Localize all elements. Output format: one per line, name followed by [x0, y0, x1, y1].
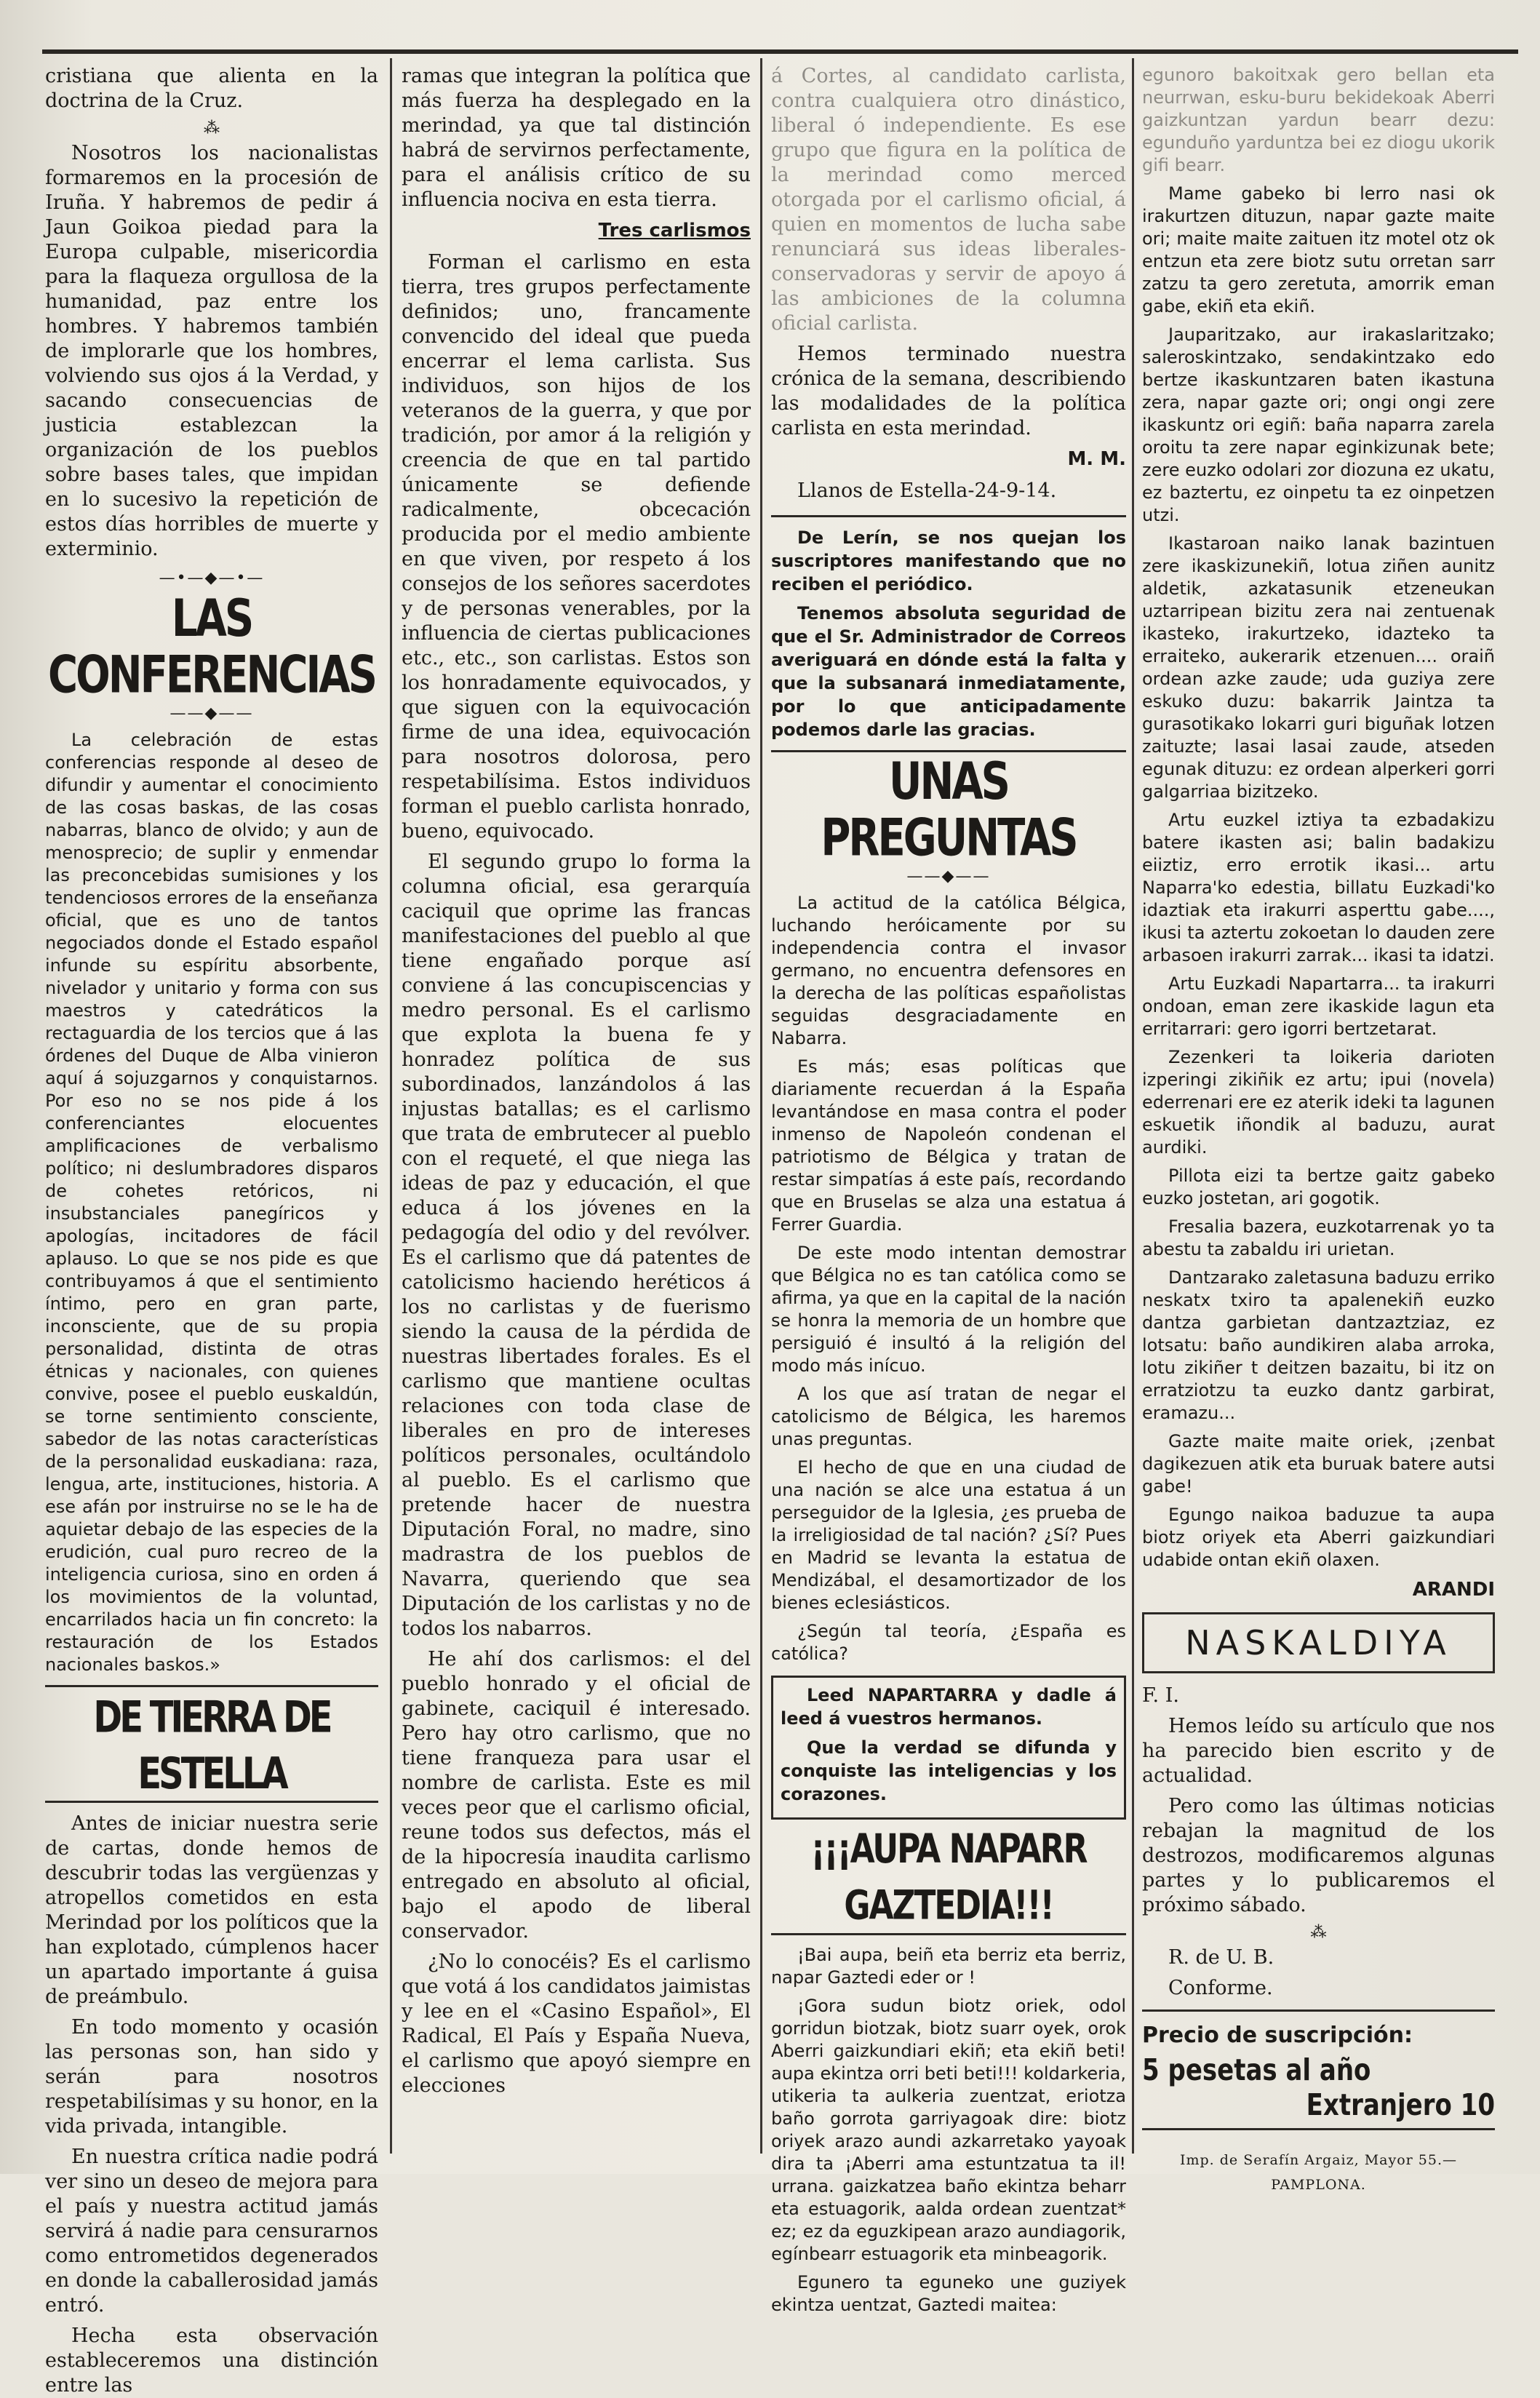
ornament-divider: —•—◆—•—	[159, 569, 265, 587]
paragraph: He ahí dos carlismos: el del pueblo honrado y el oficial de gabinete, caciquil é interesado. Pero hay otro carlismo, que no tiene franqueza para usar el nombre de carlista. Este es mil veces peor que el carlismo oficial, reune todos sus defectos, más el de la hipocresía inaudita carlismo entregado en absoluto al oficial, bajo el apodo de liberal conservador.	[402, 1648, 751, 1943]
paragraph: Nosotros los nacionalistas formaremos en la procesión de Iruña. Y habremos de pedir á Jaun Goikoa piedad para la Europa culpable, misericordia para la flaqueza orgullosa de la humanidad, paz entre los hombres. Y habremos también de implorarle que los hombres, volviendo sus ojos á la Verdad, y sacando consecuencias de justicia establezcan la organización de los pueblos sobre bases tales, que impidan en lo sucesivo la repetición de estos días horribles de muerte y exterminio.	[45, 142, 378, 560]
headline-ornament: ——◆——	[906, 867, 991, 885]
subscription-price: 5 pesetas al año	[1142, 2053, 1371, 2088]
paragraph: A los que así tratan de negar el catolicismo de Bélgica, les haremos unas preguntas.	[771, 1384, 1126, 1449]
paragraph: Hecha esta observación estableceremos una distinción entre las	[45, 2325, 378, 2397]
notice: De Lerín, se nos quejan los suscriptores manifestando que no reciben el periódico.	[771, 527, 1126, 594]
column-3	[771, 64, 1126, 2315]
paragraph: egunoro bakoitxak gero bellan eta neurrwan, esku-buru bekidekoak Aberri gaizkuntzan yardun bearr dezu: egunduño yarduntza bei ez diogu ukorik gifi bearr.	[1142, 65, 1495, 175]
column-separator	[390, 58, 392, 2154]
paragraph: Ikastaroan naiko lanak bazintuen zere ikaskizunekiñ, lotua ziñen aunitz aldetik, azkatasunik etzeneukan uztarripean bizitu zera nai zentuenak ikasteko, irakurtzeko, idazteko ta erraiteko, aukerarik etzenuen.... oraiñ ordean azke zaude; uda guziya zere eskuko duzu: bakarrik Jaintza ta gurasotikako lokarri guri biguñak lotzen zaituzte; lasai lasai zaude, atseden egunak dituzu: ez ordean alperkeri gorri galgarriaa bizitzeko.	[1142, 533, 1495, 802]
headline-las-conferencias: LAS CONFERENCIAS	[48, 589, 375, 705]
paragraph: Hemos terminado nuestra crónica de la semana, describiendo las modalidades de la política carlista en esta merindad.	[771, 343, 1126, 439]
paragraph: En nuestra crítica nadie podrá ver sino un deseo de mejora para el país y nuestra actitud jamás servirá á nadie para censurarnos como entrometidos degenerados en donde la caballerosidad jamás entró.	[45, 2146, 378, 2317]
divider	[1142, 2009, 1495, 2012]
correspondent-initials: F. I.	[1142, 1684, 1179, 1707]
paragraph: La actitud de la católica Bélgica, luchando heróicamente por su independencia contra el invasor germano, no encuentra defensores en la derecha de las políticas españolistas seguidas desgraciadamente en Nabarra.	[771, 893, 1126, 1048]
boxed-notice-naskaldiya	[1142, 1612, 1495, 1673]
paragraph: Egunero ta eguneko une guziyek ekintza uentzat, Gaztedi maitea:	[771, 2272, 1126, 2315]
paragraph: ¡Gora sudun biotz oriek, odol gorridun biotzak, biotz suarr oyek, orok Aberri gaizkundiari ekiñ; eta ekiñ beti! aupa ekintza orri beti beti!!! koldarkeria, utikeria ta aulkeria zuentzat, eriotza baño gorrota garriyagoak dire: biotz oriyek arazo aundi azkarretako yayoak dira ta ¡Aberri ama estuntzatua ta il! urrana. gaizkatzea baño ekintza beharr eta estuagorik, aalda ordean zuentzat* ez; ez da eguzkipean arazo aundiagorik, egínbearr estuagorik eta minbeagorik.	[771, 1996, 1126, 2264]
notice: Que la verdad se difunda y conquiste las inteligencias y los corazones.	[781, 1737, 1117, 1804]
paragraph: La celebración de estas conferencias responde al deseo de difundir y aumentar el conocimiento de las cosas baskas, de las cosas nabarras, blanco de olvido; y aun de menosprecio; de suplir y enmendar las preconcebidas sumisiones y los tendenciosos errores de la enseñanza oficial, que es uno de tantos negociados donde el Estado español infunde su espíritu absorbente, nivelador y unitario y forma con sus maestros y catedráticos la rectaguardia de los tercios que á las órdenes del Duque de Alba vinieron aquí á sojuzgarnos y conquistarnos. Por eso no se nos pide á los conferenciantes elocuentes amplificaciones de verbalismo político; ni deslumbradores disparos de cohetes retóricos, ni insubstanciales panegíricos y apologías, incitadores de fácil aplauso. Lo que se nos pide es que contribuyamos á que el sentimiento íntimo, pero en gran parte, inconsciente, que de su propia personalidad, distinta de otras étnicas y nacionales, con quienes convive, posee el pueblo euskaldún, se torne sentimiento consciente, sabedor de las notas características de la personalidad euskadiana: raza, lengua, arte, instituciones, historia. A ese afán por instruirse no se le ha de aquietar debajo de las especies de la erudición, cual puro recreo de la inteligencia curiosa, sino en orden á los movimientos de la voluntad, encarrilados hacia un fin concreto: la restauración de los Estados nacionales baskos.»	[45, 730, 378, 1675]
asterism: ⁂	[1310, 1924, 1327, 1942]
paragraph: De este modo intentan demostrar que Bélgica no es tan católica como se afirma, ya que en la capital de la nación se honra la memoria de un hombre que persiguió é insultó á la religión del modo más inícuo.	[771, 1243, 1126, 1376]
boxed-notice	[771, 1676, 1126, 1820]
paragraph: á Cortes, al candidato carlista, contra cualquiera otro dinástico, liberal ó independiente. Es ese grupo que figura en la política de la merindad como merced otorgada por el carlismo oficial, á quien en momentos de lucha sabe renunciará sus ideas liberales-conservadoras y servir de apoyo á las ambiciones de la columna oficial carlista.	[771, 65, 1126, 335]
dateline: Llanos de Estella-24-9-14.	[797, 479, 1057, 502]
paragraph: Artu Euzkadi Napartarra... ta irakurri ondoan, eman zere ikaskide lagun eta erritarrari: gero igorri bertzetarat.	[1142, 973, 1495, 1039]
signature: ARANDI	[1412, 1579, 1495, 1601]
paragraph: ramas que integran la política que más fuerza ha desplegado en la merindad, ya que tal distinción habrá de servirnos perfectamente, para el análisis crítico de su influencia nociva en esta tierra.	[402, 65, 751, 211]
notice: Tenemos absoluta seguridad de que el Sr. Administrador de Correos averiguará en dónde está la falta y que la subsanará inmediatamente, por lo que anticipadamente podemos darle las gracias.	[771, 603, 1126, 740]
paragraph: cristiana que alienta en la doctrina de la Cruz.	[45, 65, 378, 112]
paragraph: ¿No lo conocéis? Es el carlismo que votá á los candidatos jaimistas y lee en el «Casino Español», El Radical, El País y España Nueva, el carlismo que apoyó siempre en elecciones	[402, 1951, 751, 2097]
paragraph: Jauparitzako, aur irakaslaritzako; saleroskintzako, sendakintzako edo bertze ikaskuntzaren baten ikastuna zera, napar gazte ori; ongi ongi zere ikaskuntz ori egiñ: baña naparra zarela oroitu ta zere napar eginkizunak bete; zere euzko odolari zor diozuna ez ukatu, ez baztertu, ez oinpetu ta ez oinpetzen utzi.	[1142, 324, 1495, 525]
divider	[771, 515, 1126, 517]
headline-de-tierra-de-estella: DE TIERRA DE ESTELLA	[93, 1692, 330, 1799]
paragraph: Antes de iniciar nuestra serie de cartas, donde hemos de descubrir todas las vergüenzas y atropellos cometidos en esta Merindad por los políticos que la han explotado, cúmplenos hacer un apartado importante á guisa de preámbulo.	[45, 1812, 378, 2008]
paragraph: Forman el carlismo en esta tierra, tres grupos perfectamente definidos; uno, francamente convencido del ideal que pueda encerrar el lema carlista. Sus individuos, son hijos de los veteranos de la guerra, y que por tradición, por amor á la religión y creencia de que en tal partido únicamente se defiende radicalmente, obcecación producida por el medio ambiente en que viven, por respeto á los consejos de los señores sacerdotes y de personas venerables, por la influencia de ciertas publicaciones etc., etc., son carlistas. Estos son los honradamente equivocados, y que siguen con la equivocación firme de una idea, equivocación para nosotros dolorosa, pero respetabilísima. Estos individuos forman el pueblo carlista honrado, bueno, equivocado.	[402, 251, 751, 843]
subheading-tres-carlismos: Tres carlismos	[598, 220, 751, 242]
paragraph: En todo momento y ocasión las personas son, han sido y serán para nosotros respetabilísimas y su honor, en la vida privada, intangible.	[45, 2016, 378, 2138]
column-separator	[1132, 58, 1134, 2154]
paragraph: Es más; esas políticas que diariamente recuerdan á la España levantándose en masa contra el poder inmenso de Napoleón condenan el patriotismo de Bélgica y tratan de restar simpatías á este país, recordando que en Bruselas se alza una estatua á Ferrer Guardia.	[771, 1056, 1126, 1235]
paragraph: ¡Bai aupa, beiñ eta berriz eta berriz, napar Gaztedi eder or !	[771, 1945, 1126, 1988]
paragraph: Gazte maite maite oriek, ¡zenbat dagikezuen atik eta buruak batere autsi gabe!	[1142, 1431, 1495, 1497]
column-2	[402, 64, 751, 2152]
paragraph: Dantzarako zaletasuna baduzu erriko neskatx txiro ta apalenekiñ euzko dantza garbietan dantzaztziaz, ez lotsatu: baño aundikiren alaba arroka, lotu zikiñer t deitzen bazaitu, bi itz on erratziotzu ta euzko dantz garbirat, eramazu...	[1142, 1267, 1495, 1423]
paragraph: El segundo grupo lo forma la columna oficial, esa gerarquía caciquil que oprime las francas manifestaciones del pueblo al que tiene engañado porque así conviene á las concupiscencias y medro personal. Es el carlismo que explota la buena fe y honradez política de sus subordinados, lanzándolos á las injustas batallas; es el carlismo que trata de embrutecer al pueblo con el requeté, el que niega las ideas de paz y educación, el que educa á los jóvenes en la pedagogía del odio y del revólver. Es el carlismo que dá patentes de catolicismo haciendo heréticos á los no carlistas y de fuerismo siendo la causa de la pérdida de nuestras libertades forales. Es el carlismo que mantiene ocultas relaciones con toda clase de liberales en pro de intereses políticos personales, ocultándolo al pueblo. Es el carlismo que pretende hacer de nuestra Diputación Foral, no madre, sino madrastra de los pueblos de Navarra, queriendo que sea Diputación de los carlistas y no de todos los nabarros.	[402, 851, 751, 1640]
paragraph: ¿Según tal teoría, ¿España es católica?	[771, 1621, 1126, 1664]
headline-ornament: ——◆——	[169, 704, 254, 722]
paragraph: Mame gabeko bi lerro nasi ok irakurtzen dituzun, napar gazte maite ori; maite maite zaituen itz motel otz ok entzun eta zere biotz sutu orretan sarr zatzu ta gero zeretuta, amorrik eman gabe, ekiñ eta ekiñ.	[1142, 183, 1495, 316]
paragraph: Zezenkeri ta loikeria darioten izperingi zikiñik ez artu; ipui (novela) ederrenari ere ez aterik ideki ta lagunen eskuetik iñondik al baduzu, aurat aurdiki.	[1142, 1047, 1495, 1158]
divider	[1142, 2128, 1495, 2130]
paragraph: Pero como las últimas noticias rebajan la magnitud de los destrozos, modificaremos algunas partes y lo publicaremos el próximo sábado.	[1142, 1795, 1495, 1916]
foreign-price: Extranjero 10	[1306, 2088, 1495, 2123]
correspondent-initials: R. de U. B.	[1168, 1946, 1274, 1969]
column-1	[45, 64, 378, 2397]
box-heading: NASKALDIYA	[1185, 1623, 1452, 1662]
headline-aupa-napar-gaztedia: ¡¡¡AUPA NAPARR GAZTEDIA!!!	[810, 1825, 1087, 1929]
headline-unas-preguntas: UNAS PREGUNTAS	[821, 752, 1077, 868]
subscription-label: Precio de suscripción:	[1142, 2023, 1413, 2048]
paragraph: Hemos leído su artículo que nos ha parecido bien escrito y de actualidad.	[1142, 1715, 1495, 1787]
paragraph: Fresalia bazera, euzkotarrenak yo ta abestu ta zabaldu iri urietan.	[1142, 1216, 1495, 1259]
paragraph: Artu euzkel iztiya ta ezbadakizu batere ikasten asi; balin badakizu eiiztiz, erro errotik ikasi... artu Naparra'ko edestia, billatu Euzkadi'ko idaztiak eta irakurri asperttu gabe...., ikusi ta aztertu zokoetan lo dauden zere arbasoen irakurri zarrak... ikasi ta idatzi.	[1142, 810, 1495, 965]
top-rule	[42, 49, 1518, 54]
notice: Leed NAPARTARRA y dadle á leed á vuestros hermanos.	[781, 1685, 1117, 1729]
divider	[45, 1685, 378, 1687]
paragraph: Egungo naikoa baduzue ta aupa biotz oriyek eta Aberri gaizkundiari udabide ontan ekiñ olaxen.	[1142, 1505, 1495, 1570]
column-separator	[760, 58, 762, 2154]
column-4	[1142, 64, 1495, 2193]
signature: M. M.	[1067, 448, 1126, 470]
paragraph: Conforme.	[1168, 1977, 1273, 1999]
paragraph: El hecho de que en una ciudad de una nación se alce una estatua á un perseguidor de la Iglesia, ¿es prueba de la irreligiosidad de tal nación? ¿Sí? Pues en Madrid se levanta la estatua de Mendizábal, el desamortizador de los bienes eclesiásticos.	[771, 1457, 1126, 1613]
paragraph: Pillota eizi ta bertze gaitz gabeko euzko jostetan, ari gogotik.	[1142, 1166, 1495, 1208]
asterism: ⁂	[204, 119, 220, 138]
printer-imprint: Imp. de Serafín Argaiz, Mayor 55.—PAMPLONA.	[1179, 2152, 1458, 2193]
